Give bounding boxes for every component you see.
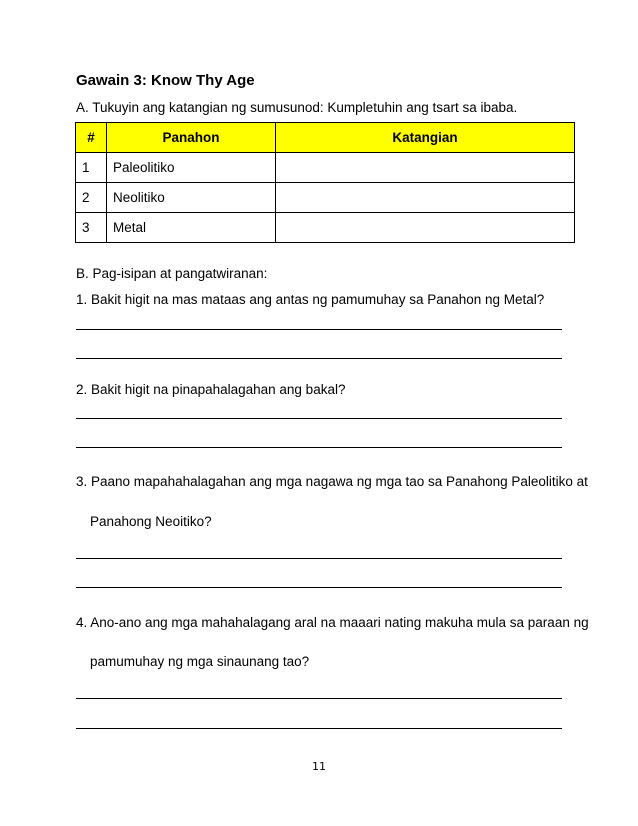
- row-panahon: Metal: [107, 213, 276, 243]
- part-a-instruction: A. Tukuyin ang katangian ng sumusunod: Kumpletuhin ang tsart sa ibaba.: [76, 100, 518, 115]
- page-number: 11: [312, 760, 326, 773]
- header-katangian: Katangian: [276, 123, 575, 153]
- question-4-continued: pamumuhay ng mga sinaunang tao?: [90, 654, 310, 669]
- row-katangian-cell[interactable]: [276, 183, 575, 213]
- table-row: [76, 153, 575, 183]
- question-4: 4. Ano-ano ang mga mahahalagang aral na maaari nating makuha mula sa paraan ng: [76, 615, 589, 630]
- table-row: [76, 183, 575, 213]
- row-panahon: Neolitiko: [107, 183, 276, 213]
- answer-line[interactable]: [76, 698, 562, 699]
- row-katangian-cell[interactable]: [276, 213, 575, 243]
- answer-line[interactable]: [76, 447, 562, 448]
- answer-line[interactable]: [76, 558, 562, 559]
- question-2: 2. Bakit higit na pinapahalagahan ang bakal?: [76, 382, 346, 397]
- row-number: 3: [76, 213, 107, 243]
- question-1: 1. Bakit higit na mas mataas ang antas ng pamumuhay sa Panahon ng Metal?: [76, 292, 545, 307]
- table-header-row: [76, 123, 575, 153]
- row-number: 1: [76, 153, 107, 183]
- question-3: 3. Paano mapahahalagahan ang mga nagawa ng mga tao sa Panahong Paleolitiko at: [76, 474, 588, 489]
- row-number: 2: [76, 183, 107, 213]
- characteristics-table: [75, 122, 575, 243]
- table-row: [76, 213, 575, 243]
- answer-line[interactable]: [76, 728, 562, 729]
- answer-line[interactable]: [76, 358, 562, 359]
- answer-line[interactable]: [76, 418, 562, 419]
- answer-line[interactable]: [76, 329, 562, 330]
- activity-title: Gawain 3: Know Thy Age: [76, 72, 255, 89]
- question-3-continued: Panahong Neoitiko?: [90, 514, 212, 529]
- row-panahon: Paleolitiko: [107, 153, 276, 183]
- row-katangian-cell[interactable]: [276, 153, 575, 183]
- header-panahon: Panahon: [107, 123, 276, 153]
- header-number: #: [76, 123, 107, 153]
- part-b-instruction: B. Pag-isipan at pangatwiranan:: [76, 266, 268, 281]
- answer-line[interactable]: [76, 587, 562, 588]
